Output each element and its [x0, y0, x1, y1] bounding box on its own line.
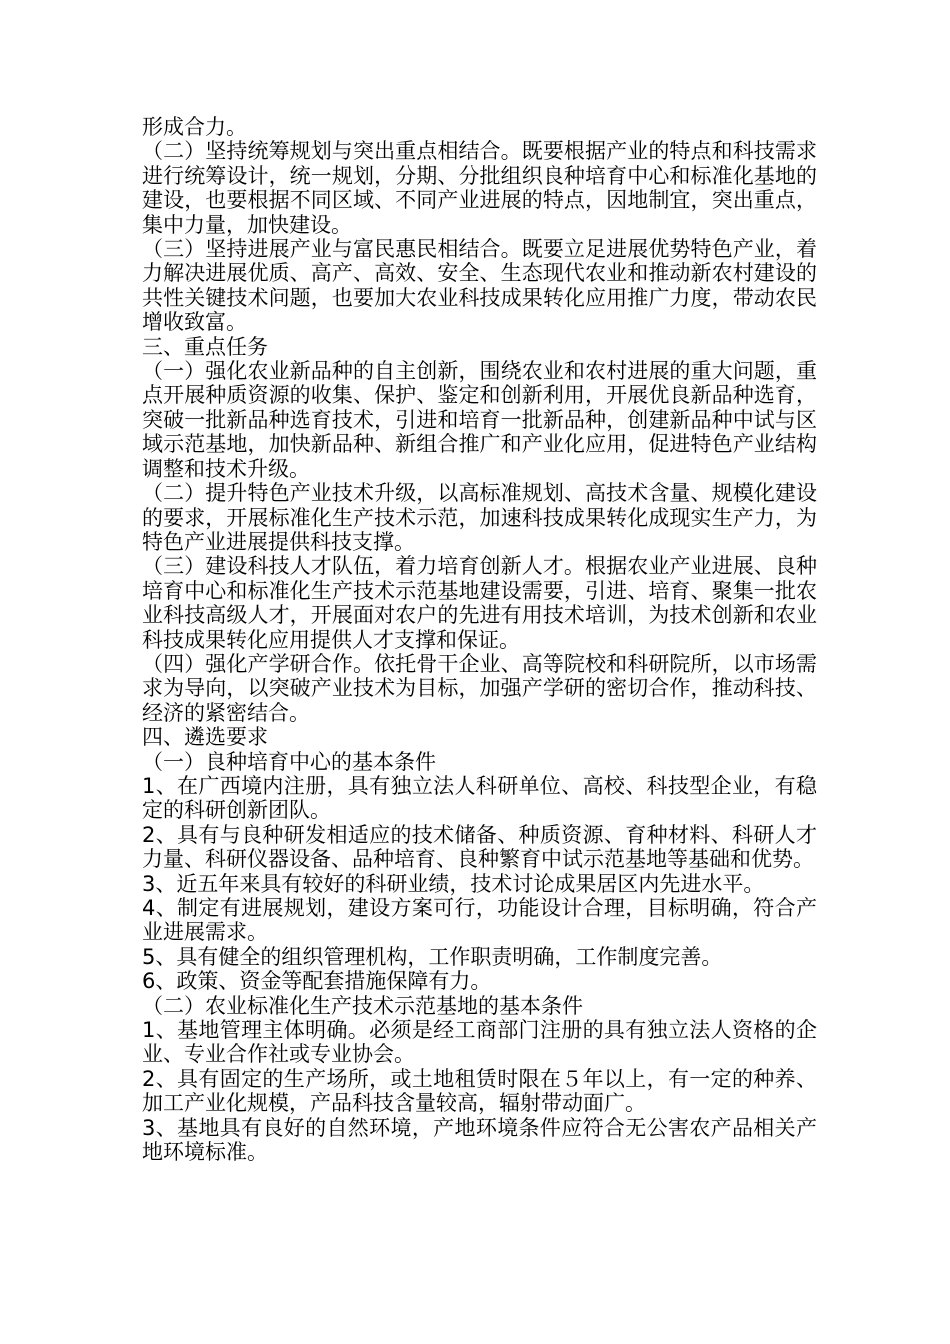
list-item-condition-4: 4、制定有进展规划，建设方案可行，功能设计合理，目标明确，符合产业进展需求。: [142, 896, 817, 945]
paragraph-task-1: （一）强化农业新品种的自主创新，围绕农业和农村进展的重大问题，重点开展种质资源的收集、保护、鉴定和创新利用，开展优良新品种选育，突破一批新品种选育技术，引进和培育一批新品种，创建新品种中试与区域示范基地，加快新品种、新组合推广和产业化应用，促进特色产业结构调整和技术升级。: [142, 359, 817, 481]
list-item-condition-2: 2、具有与良种研发相适应的技术储备、种质资源、育种材料、科研人才力量、科研仪器设备、品种培育、良种繁育中试示范基地等基础和优势。: [142, 822, 817, 872]
list-item-base-condition-1: 1、基地管理主体明确。必须是经工商部门注册的具有独立法人资格的企业、专业合作社或专业协会。: [142, 1018, 817, 1067]
paragraph-principle-3: （三）坚持进展产业与富民惠民相结合。既要立足进展优势特色产业，着力解决进展优质、高产、高效、安全、生态现代农业和推动新农村建设的共性关键技术问题，也要加大农业科技成果转化应用推广力度，带动农民增收致富。: [142, 237, 817, 335]
list-item-condition-6: 6、政策、资金等配套措施保障有力。: [142, 969, 492, 994]
paragraph-closing-fragment: 形成合力。: [142, 115, 247, 139]
list-item-base-condition-3: 3、基地具有良好的自然环境，产地环境条件应符合无公害农产品相关产地环境标准。: [142, 1115, 817, 1165]
list-item-condition-1: 1、在广西境内注册，具有独立法人科研单位、高校、科技型企业，有稳定的科研创新团队。: [142, 773, 817, 823]
section-heading-selection-requirements: 四、遴选要求: [142, 725, 268, 750]
list-item-condition-5: 5、具有健全的组织管理机构，工作职责明确，工作制度完善。: [142, 944, 723, 969]
list-item-base-condition-2: 2、具有固定的生产场所，或土地租赁时限在５年以上，有一定的种养、加工产业化规模，产品科技含量较高，辐射带动面广。: [142, 1066, 817, 1116]
paragraph-task-4: （四）强化产学研合作。依托骨干企业、高等院校和科研院所，以市场需求为导向，以突破产业技术为目标，加强产学研的密切合作，推动科技、经济的紧密结合。: [142, 651, 817, 725]
paragraph-task-3: （三）建设科技人才队伍，着力培育创新人才。根据农业产业进展、良种培育中心和标准化生产技术示范基地建设需要，引进、培育、聚集一批农业科技高级人才，开展面对农户的先进有用技术培训，为技术创新和农业科技成果转化应用提供人才支撑和保证。: [142, 554, 817, 652]
subheading-breeding-center-conditions: （一）良种培育中心的基本条件: [142, 749, 436, 774]
document-page: [142, 115, 817, 1164]
paragraph-principle-2: （二）坚持统筹规划与突出重点相结合。既要根据产业的特点和科技需求进行统筹设计，统一规划，分期、分批组织良种培育中心和标准化基地的建设，也要根据不同区域、不同产业进展的特点，因地制宜，突出重点，集中力量，加快建设。: [142, 139, 817, 237]
section-heading-key-tasks: 三、重点任务: [142, 334, 268, 359]
subheading-demonstration-base-conditions: （二）农业标准化生产技术示范基地的基本条件: [142, 993, 583, 1018]
paragraph-task-2: （二）提升特色产业技术升级，以高标准规划、高技术含量、规模化建设的要求，开展标准化生产技术示范，加速科技成果转化成现实生产力，为特色产业进展提供科技支撑。: [142, 481, 817, 554]
list-item-condition-3: 3、近五年来具有较好的科研业绩，技术讨论成果居区内先进水平。: [142, 871, 765, 896]
